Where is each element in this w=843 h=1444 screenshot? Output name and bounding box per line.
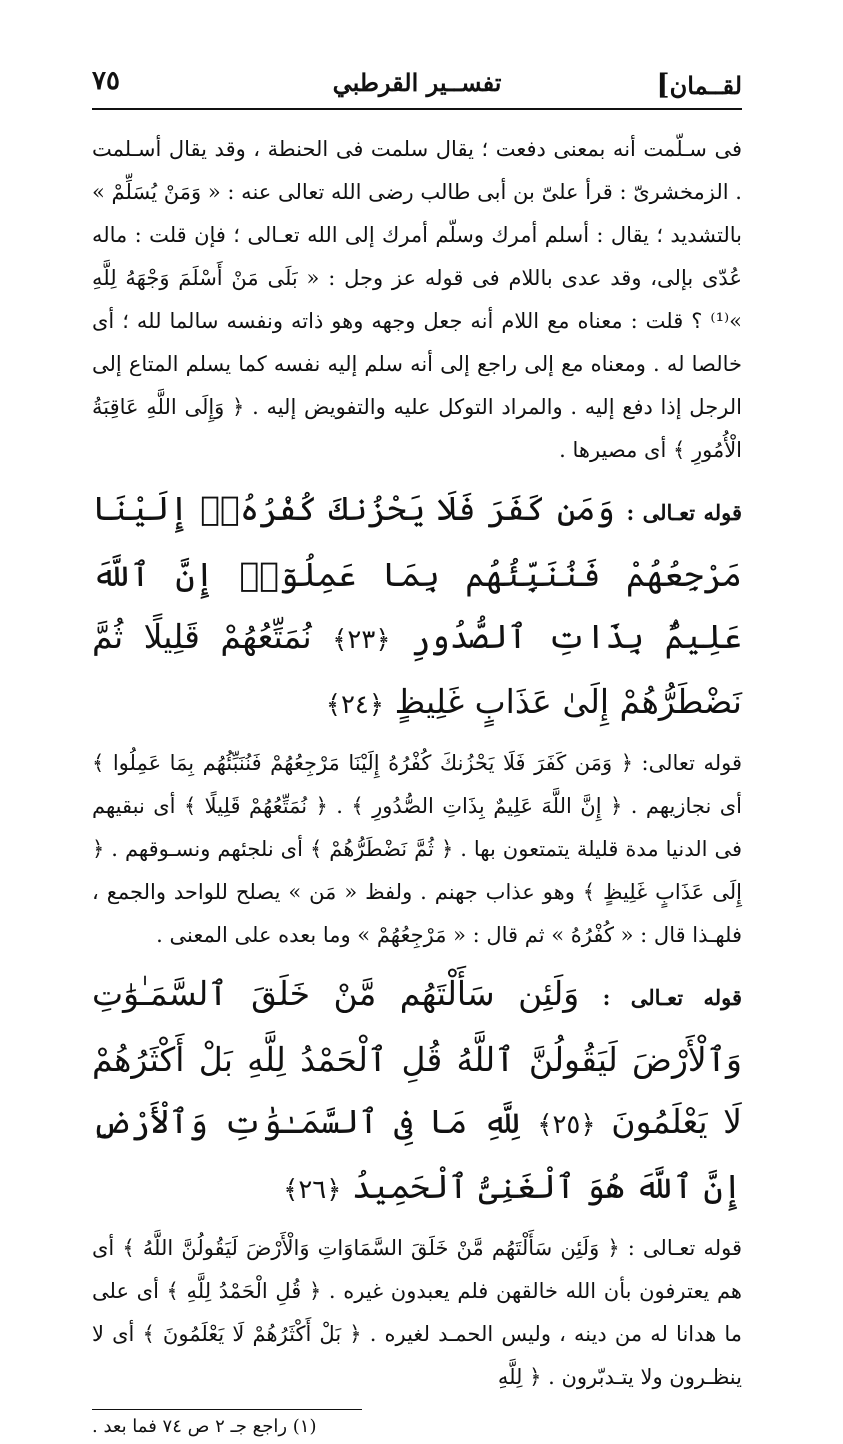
verse-text: نُمَتِّعُهُمْ قَلِيلًا ثُمَّ نَضْطَرُّهُمْ إِلَىٰ عَذَابٍ غَلِيظٍ	[92, 617, 742, 721]
quran-verse-block	[92, 963, 742, 1221]
verse-intro: قوله تعـالى :	[602, 985, 742, 1010]
page-number: ٧٥	[92, 66, 120, 96]
commentary-paragraph: قوله تعالى: ﴿ وَمَن كَفَرَ فَلَا يَحْزُنكَ كُفْرُهُ إِلَيْنَا مَرْجِعُهُمْ فَنُنَبِّئُهُم بِمَا عَمِلُوا ﴾ أى نجازيهم . ﴿ إِنَّ اللَّهَ عَلِيمٌ بِذَاتِ الصُّدُورِ ﴾ . ﴿ نُمَتِّعُهُمْ قَلِيلًا ﴾ أى نبقيهم فى الدنيا مدة قليلة يتمتعون بها . ﴿ ثُمَّ نَضْطَرُّهُمْ ﴾ أى نلجئهم ونسـوقهم . ﴿ إِلَى عَذَابٍ غَلِيظٍ ﴾ وهو عذاب جهنم . ولفظ « مَن » يصلح للواحد والجمع ، فلهـذا قال : « كُفْرُهُ » ثم قال : « مَرْجِعُهُمْ » وما بعده على المعنى .	[92, 751, 742, 947]
commentary-paragraph: فى سـلّمت أنه بمعنى دفعت ؛ يقال سلمت فى الحنطة ، وقد يقال أسـلمت . الزمخشرىّ : قرأ علىّ بن أبى طالب رضى الله تعالى عنه : « وَمَنْ يُسَلِّمْ » بالتشديد ؛ يقال : أسلم أمرك وسلّم أمرك إلى الله تعـالى ؛ فإن قلت : ماله عُدّى بإلى، وقد عدى باللام فى قوله عز وجل : « بَلَى مَنْ أَسْلَمَ وَجْهَهُ لِلَّهِ »⁽¹⁾ ؟ قلت : معناه مع اللام أنه جعل وجهه وهو ذاته ونفسه سالما لله ؛ أى خالصا له . ومعناه مع إلى راجع إلى أنه سلم إليه نفسه كما يسلم المتاع إلى الرجل إذا دفع إليه . والمراد التوكل عليه والتفويض إليه . ﴿ وَإِلَى اللَّهِ عَاقِبَةُ الْأُمُورِ ﴾ أى مصيرها .	[92, 137, 742, 462]
book-title: تفســير القرطبي	[332, 68, 502, 97]
ayah-number-marker: ﴿٢٤﴾	[325, 690, 385, 720]
ayah-number-marker: ﴿٢٣﴾	[332, 625, 391, 655]
page-body	[92, 128, 742, 1444]
book-page	[92, 60, 742, 1437]
verse-intro: قوله تعـالى :	[626, 500, 742, 525]
footnote-area	[92, 1410, 742, 1444]
header-bracket: ]	[656, 68, 670, 101]
page-header	[92, 60, 742, 110]
verse-text: وَمَن كَفَرَ فَلَا يَحْزُنكَ كُفْرُهُۥٓ إِلَيْنَا مَرْجِعُهُمْ فَنُنَبِّئُهُم بِمَا عَمِلُوٓا۟ إِنَّ ٱللَّهَ عَلِيمٌۢ بِذَاتِ ٱلصُّدُورِ	[92, 489, 742, 656]
footnote-text: (١) راجع جـ ٢ ص ٧٤ فما بعد .	[92, 1416, 317, 1437]
quran-verse-block	[92, 478, 742, 736]
ayah-number-marker: ﴿٢٦﴾	[283, 1175, 342, 1205]
verse-text: لِلَّهِ مَا فِى ٱلسَّمَـٰوَٰتِ وَٱلْأَرْضِ إِنَّ ٱللَّهَ هُوَ ٱلْغَنِىُّ ٱلْحَمِيدُ	[92, 1102, 742, 1206]
surah-label: لقــمان	[669, 71, 742, 100]
verse-text: وَلَئِن سَأَلْتَهُم مَّنْ خَلَقَ ٱلسَّمَـٰوَٰتِ وَٱلْأَرْضَ لَيَقُولُنَّ ٱللَّهُ قُلِ ٱلْحَمْدُ لِلَّهِ بَلْ أَكْثَرُهُمْ لَا يَعْلَمُونَ	[92, 974, 742, 1141]
commentary-paragraph: قوله تعـالى : ﴿ وَلَئِن سَأَلْتَهُم مَّنْ خَلَقَ السَّمَاوَاتِ وَالْأَرْضَ لَيَقُولُنَّ اللَّهُ ﴾ أى هم يعترفون بأن الله خالقهن فلم يعبدون غيره . ﴿ قُلِ الْحَمْدُ لِلَّهِ ﴾ أى على ما هدانا له من دينه ، وليس الحمـد لغيره . ﴿ بَلْ أَكْثَرُهُمْ لَا يَعْلَمُونَ ﴾ أى لا ينظـرون ولا يتـدبّرون . ﴿ لِلَّهِ	[92, 1236, 742, 1389]
ayah-number-marker: ﴿٢٥﴾	[537, 1110, 596, 1140]
